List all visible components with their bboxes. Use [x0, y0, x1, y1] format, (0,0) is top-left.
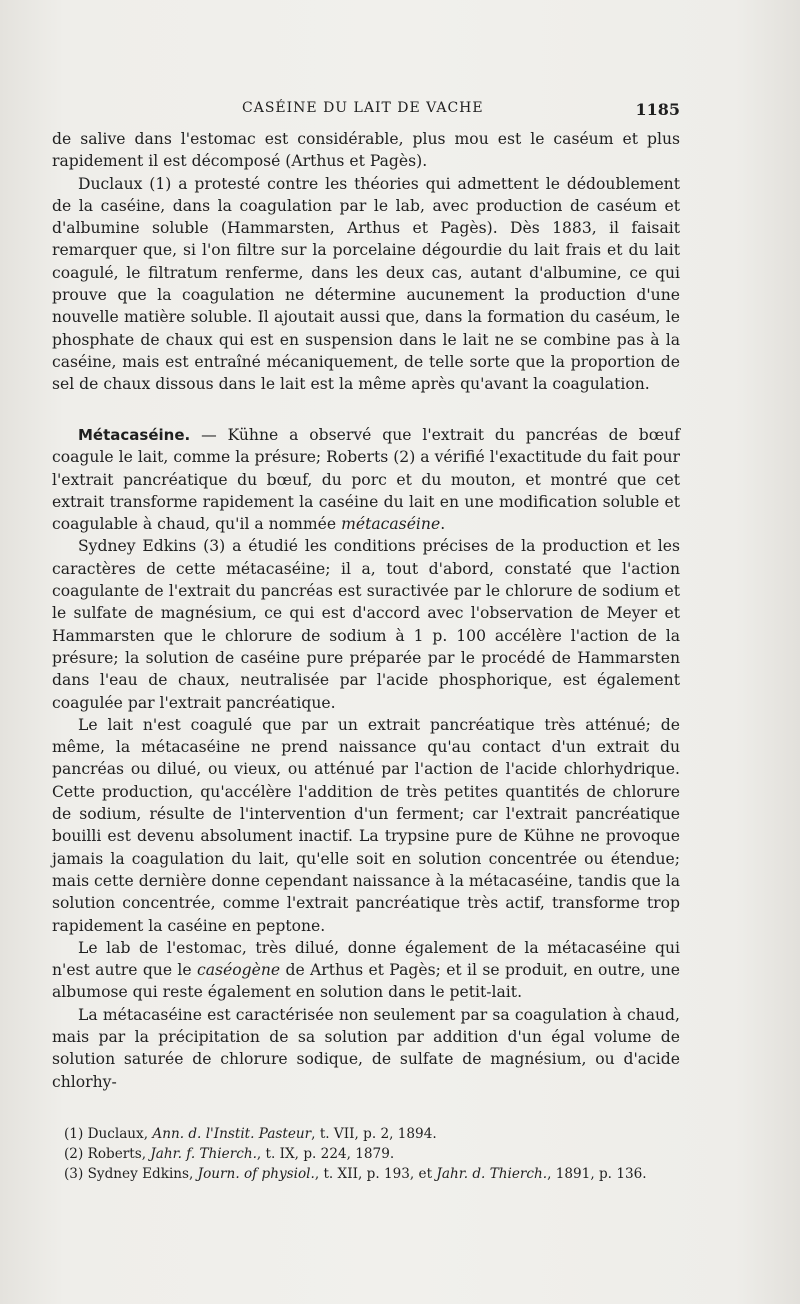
footnote-rest: , t. VII, p. 2, 1894. — [311, 1126, 437, 1142]
paragraph-lab — [52, 937, 680, 1004]
paragraph-duclaux: Duclaux (1) a protesté contre les théories qui admettent le dédoublement de la caséine, dans la coagulation par le lab, avec production de caséum et d'albumine soluble (Hammarsten, Arthus et Pagès). Dès 1883, il faisait remarquer que, si l'on filtre sur la porcelaine dégourdie du lait frais et du lait coagulé, le filtratum renferme, dans les deux cas, autant d'albumine, ce qui prouve que la coagulation ne détermine aucunement la production d'une nouvelle matière soluble. Il ajoutait aussi que, dans la formation du caséum, le phosphate de chaux qui est en suspension dans le lait ne se combine pas à la caséine, mais est entraîné mécaniquement, de telle sorte que la proportion de sel de chaux dissous dans le lait est la même après qu'avant la coagulation. — [52, 174, 680, 394]
footnote-rest: , t. XII, p. 193, et — [314, 1166, 437, 1182]
footnote-number: (3) — [64, 1166, 84, 1182]
footnote-source: Journ. of physiol. — [197, 1166, 315, 1182]
footnotes — [52, 1124, 680, 1184]
footnote-number: (2) — [64, 1146, 84, 1162]
footnote-author: Sydney Edkins, — [83, 1166, 198, 1182]
paragraph-metacaseine-intro — [52, 424, 680, 535]
footnote-2 — [52, 1144, 680, 1164]
footnote-source: Jahr. f. Thierch. — [150, 1146, 257, 1162]
running-title: CASÉINE DU LAIT DE VACHE — [242, 100, 484, 116]
paragraph-edkins: Sydney Edkins (3) a étudié les conditions précises de la production et les caractères de cette métacaséine; il a, tout d'abord, constaté que l'action coagulante de l'extrait du pancréas est suractivée par le chlorure de sodium et le sulfate de magnésium, ce qui est d'accord avec l'observation de Meyer et Hammarsten que le chlorure de sodium à 1 p. 100 accélère l'action de la présure; la solution de caséine pure préparée par le procédé de Hammarsten dans l'eau de chaux, neutralisée par l'acide phosphorique, est également coagulée par l'extrait pancréatique. — [52, 537, 680, 712]
footnote-author: Duclaux, — [83, 1126, 153, 1142]
metacaseine-section — [52, 424, 680, 1093]
paragraph-trypsine: Le lait n'est coagulé que par un extrait pancréatique très atténué; de même, la métacaséine ne prend naissance qu'au contact d'un extrait du pancréas ou dilué, ou vieux, ou atténué par l'action de l'acide chlorhydrique. Cette production, qu'accélère l'addition de très petites quantités de chlorure de sodium, résulte de l'intervention d'un ferment; car l'extrait pancréatique bouilli est devenu absolument inactif. La trypsine pure de Kühne ne provoque jamais la coagulation du lait, qu'elle soit en solution concentrée ou étendue; mais cette dernière donne cependant naissance à la métacaséine, tandis que la solution concentrée, comme l'extrait pancréatique très actif, transforme trop rapidement la caséine en peptone. — [52, 715, 680, 935]
footnote-rest-2: , 1891, p. 136. — [547, 1166, 647, 1182]
body-text — [52, 128, 680, 396]
footnote-1 — [52, 1124, 680, 1144]
footnote-source-2: Jahr. d. Thierch. — [436, 1166, 548, 1182]
page-header — [52, 96, 680, 120]
footnote-author: Roberts, — [83, 1146, 151, 1162]
intro-text: — Kühne a observé que l'extrait du pancréas de bœuf coagule le lait, comme la présure; Roberts (2) a vérifié l'exactitude du fait pour l'extrait pancréatique du bœuf, du porc et du mouton, et montré que cet extrait transforme rapidement la caséine du lait en une modification soluble et coagulable à chaud, qu'il a nommée — [52, 426, 680, 534]
intro-end: . — [440, 515, 446, 534]
term-caseogene: caséogène — [196, 961, 281, 980]
page-number: 1185 — [635, 100, 680, 119]
paragraph-continuation: de salive dans l'estomac est considérable, plus mou est le caséum et plus rapidement il est décomposé (Arthus et Pagès). — [52, 130, 680, 171]
paragraph-characterisation: La métacaséine est caractérisée non seulement par sa coagulation à chaud, mais par la précipitation de sa solution par addition d'un égal volume de solution saturée de chlorure sodique, de sulfate de magnésium, ou d'acide chlorhy- — [52, 1005, 680, 1091]
footnote-number: (1) — [64, 1126, 84, 1142]
term-metacaseine: métacaséine — [341, 515, 441, 534]
footnote-rest: , t. IX, p. 224, 1879. — [256, 1146, 395, 1162]
lab-text-a: Le lab de l'estomac, très dilué, donne également de la métacaséine qui n'est autre que le — [52, 938, 680, 980]
footnote-source: Ann. d. l'Instit. Pasteur — [152, 1126, 312, 1142]
lab-text-b: de Arthus et Pagès; et il se produit, en outre, une albumose qui reste également en solution dans le petit-lait. — [52, 961, 680, 1002]
footnote-3 — [52, 1164, 680, 1184]
section-heading: Métacaséine. — [78, 426, 191, 444]
